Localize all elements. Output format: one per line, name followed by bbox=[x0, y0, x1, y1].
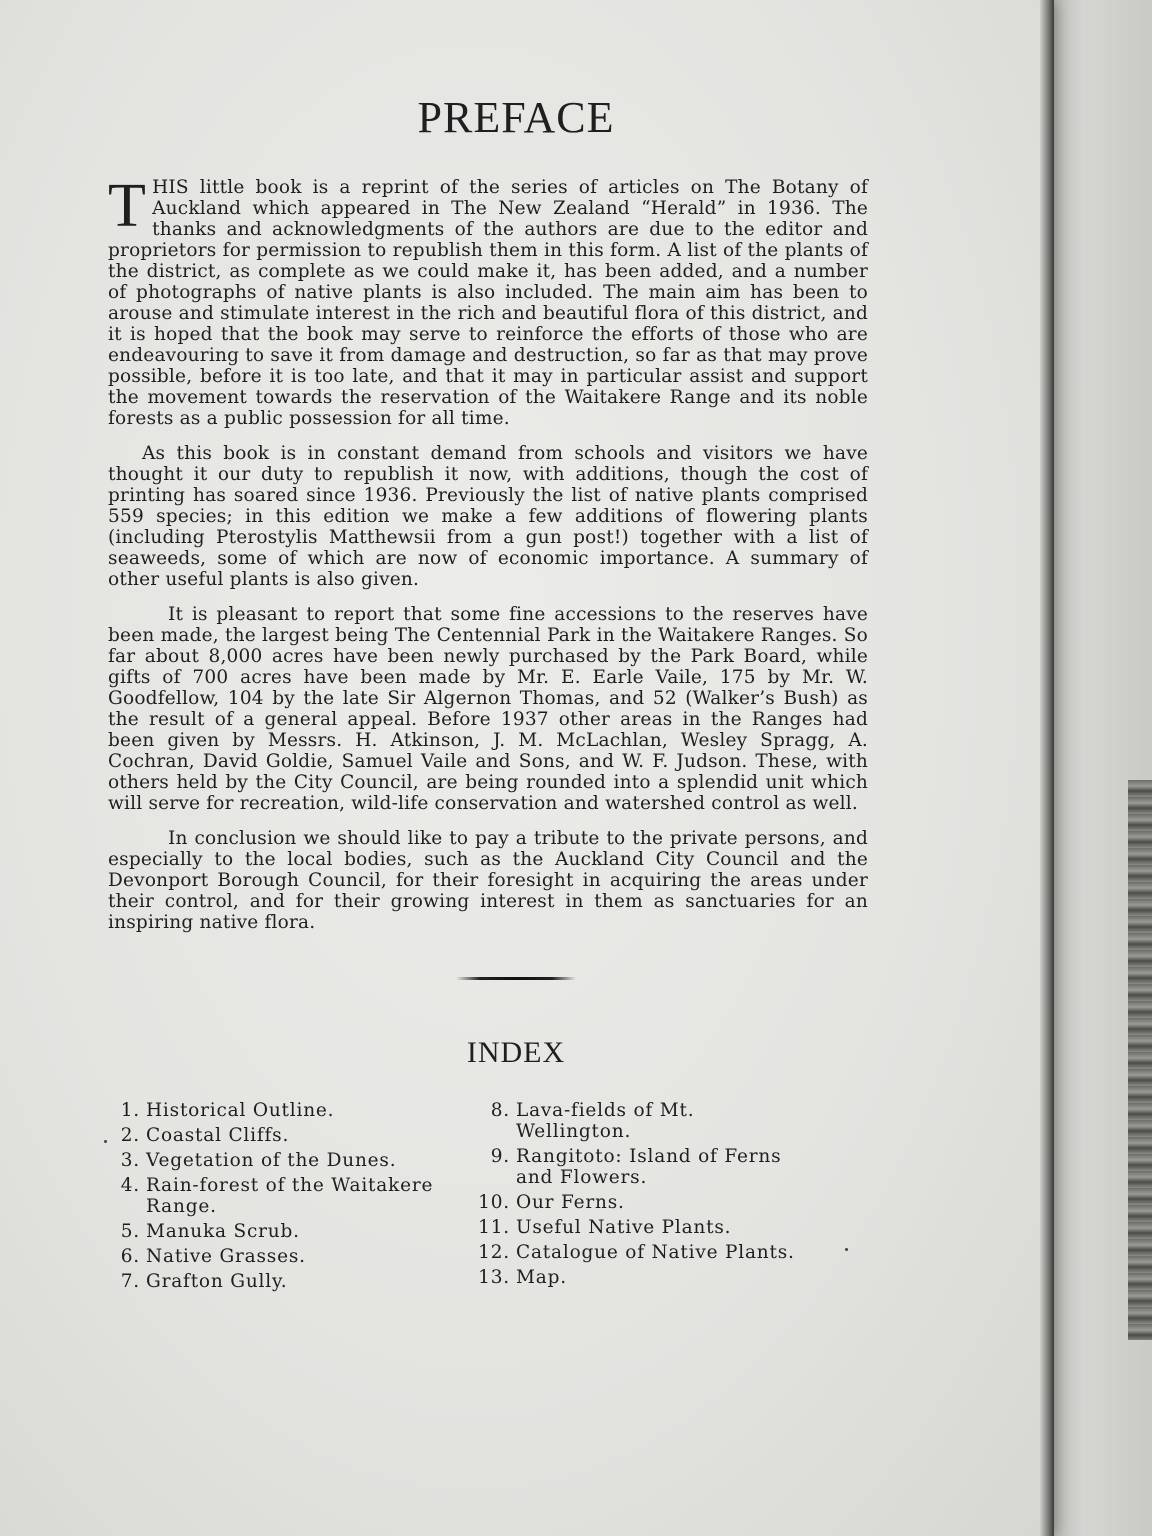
index-label: Our Ferns. bbox=[516, 1192, 625, 1213]
index-number: 11. bbox=[478, 1217, 510, 1238]
index-item bbox=[108, 1150, 488, 1171]
index-item bbox=[478, 1217, 858, 1238]
page-content bbox=[108, 92, 868, 1296]
index-label: Lava-fields of Mt. Wellington. bbox=[516, 1100, 695, 1142]
index-label: Catalogue of Native Plants. bbox=[516, 1242, 795, 1263]
index-item bbox=[108, 1125, 488, 1146]
index-item bbox=[478, 1267, 858, 1288]
index-label: Historical Outline. bbox=[146, 1100, 335, 1121]
preface-paragraph-1 bbox=[108, 172, 868, 429]
index-label: Useful Native Plants. bbox=[516, 1217, 732, 1238]
preface-paragraph-1-text: HIS little book is a reprint of the series of articles on The Botany of Auckland which appeared in The New Zealand “Herald” in 1936. The thanks and acknowledgments of the authors are due to the editor and proprietors for permission to republish them in this form. A list of the plants of the district, as complete as we could make it, has been added, and a number of photographs of native plants is also included. The main aim has been to arouse and stimulate interest in the rich and beautiful flora of this district, and it is hoped that the book may serve to reinforce the efforts of those who are endeavouring to save it from damage and destruction, so far as that may prove possible, before it is too late, and that it may in particular assist and support the movement towards the reservation of the Waitakere Range and its noble forests as a public possession for all time. bbox=[108, 177, 868, 429]
index-number: 13. bbox=[478, 1267, 510, 1288]
preface-paragraph-2: As this book is in constant demand from schools and visitors we have thought it our duty to republish it now, with additions, though the cost of printing has soared since 1936. Previously the list of native plants comprised 559 species; in this edition we make a few additions of flowering plants (including Pterostylis Matthewsii from a gun post!) together with a list of seaweeds, some of which are now of economic importance. A summary of other useful plants is also given. bbox=[108, 443, 868, 590]
index-item bbox=[478, 1242, 858, 1263]
index-number: 4. bbox=[120, 1175, 140, 1196]
index-number: 7. bbox=[120, 1271, 140, 1292]
index-number: 6. bbox=[120, 1246, 140, 1267]
index-item bbox=[108, 1100, 488, 1121]
index-number: 1. bbox=[120, 1100, 140, 1121]
index-label: Manuka Scrub. bbox=[146, 1221, 300, 1242]
index-label: Rain-forest of the Waitakere Range. bbox=[146, 1175, 434, 1217]
index-column-left bbox=[108, 1100, 488, 1296]
index-number: 10. bbox=[478, 1192, 510, 1213]
section-divider bbox=[456, 977, 576, 980]
index-label: Coastal Cliffs. bbox=[146, 1125, 290, 1146]
index-item bbox=[108, 1175, 488, 1217]
index-number: 12. bbox=[478, 1242, 510, 1263]
adjacent-page-photo bbox=[1128, 780, 1152, 1340]
ink-speck bbox=[104, 1140, 107, 1143]
index-title: INDEX bbox=[466, 1036, 566, 1069]
index-number: 9. bbox=[490, 1146, 510, 1167]
preface-paragraph-4: In conclusion we should like to pay a tribute to the private persons, and especially to the local bodies, such as the Auckland City Council and the Devonport Borough Council, for their foresight in acquiring the areas under their control, and for their growing interest in them as sanctuaries for an inspiring native flora. bbox=[108, 828, 868, 933]
index-label: Grafton Gully. bbox=[146, 1271, 288, 1292]
index-item bbox=[478, 1192, 858, 1213]
index-number: 2. bbox=[120, 1125, 140, 1146]
index-item bbox=[108, 1271, 488, 1292]
index-item bbox=[108, 1246, 488, 1267]
index-item bbox=[478, 1100, 858, 1142]
index-label: Map. bbox=[516, 1267, 567, 1288]
drop-cap: T bbox=[108, 172, 147, 240]
ink-speck bbox=[845, 1248, 848, 1251]
index-item bbox=[108, 1221, 488, 1242]
preface-title: PREFACE bbox=[417, 93, 615, 142]
page-gutter-shadow bbox=[1040, 0, 1054, 1536]
index-list bbox=[108, 1100, 868, 1296]
index-label: Vegetation of the Dunes. bbox=[146, 1150, 397, 1171]
index-label: Native Grasses. bbox=[146, 1246, 306, 1267]
index-number: 3. bbox=[120, 1150, 140, 1171]
index-label: Rangitoto: Island of Ferns and Flowers. bbox=[516, 1146, 782, 1188]
index-item bbox=[478, 1146, 858, 1188]
index-number: 8. bbox=[490, 1100, 510, 1121]
index-column-right bbox=[478, 1100, 858, 1296]
index-number: 5. bbox=[120, 1221, 140, 1242]
preface-paragraph-3: It is pleasant to report that some fine accessions to the reserves have been made, the largest being The Centennial Park in the Waitakere Ranges. So far about 8,000 acres have been newly purchased by the Park Board, while gifts of 700 acres have been made by Mr. E. Earle Vaile, 175 by Mr. W. Goodfellow, 104 by the late Sir Algernon Thomas, and 52 (Walker’s Bush) as the result of a general appeal. Before 1937 other areas in the Ranges had been given by Messrs. H. Atkinson, J. M. McLachlan, Wesley Spragg, A. Cochran, David Goldie, Samuel Vaile and Sons, and W. F. Judson. These, with others held by the City Council, are being rounded into a splendid unit which will serve for recreation, wild-life conservation and watershed control as well. bbox=[108, 604, 868, 814]
